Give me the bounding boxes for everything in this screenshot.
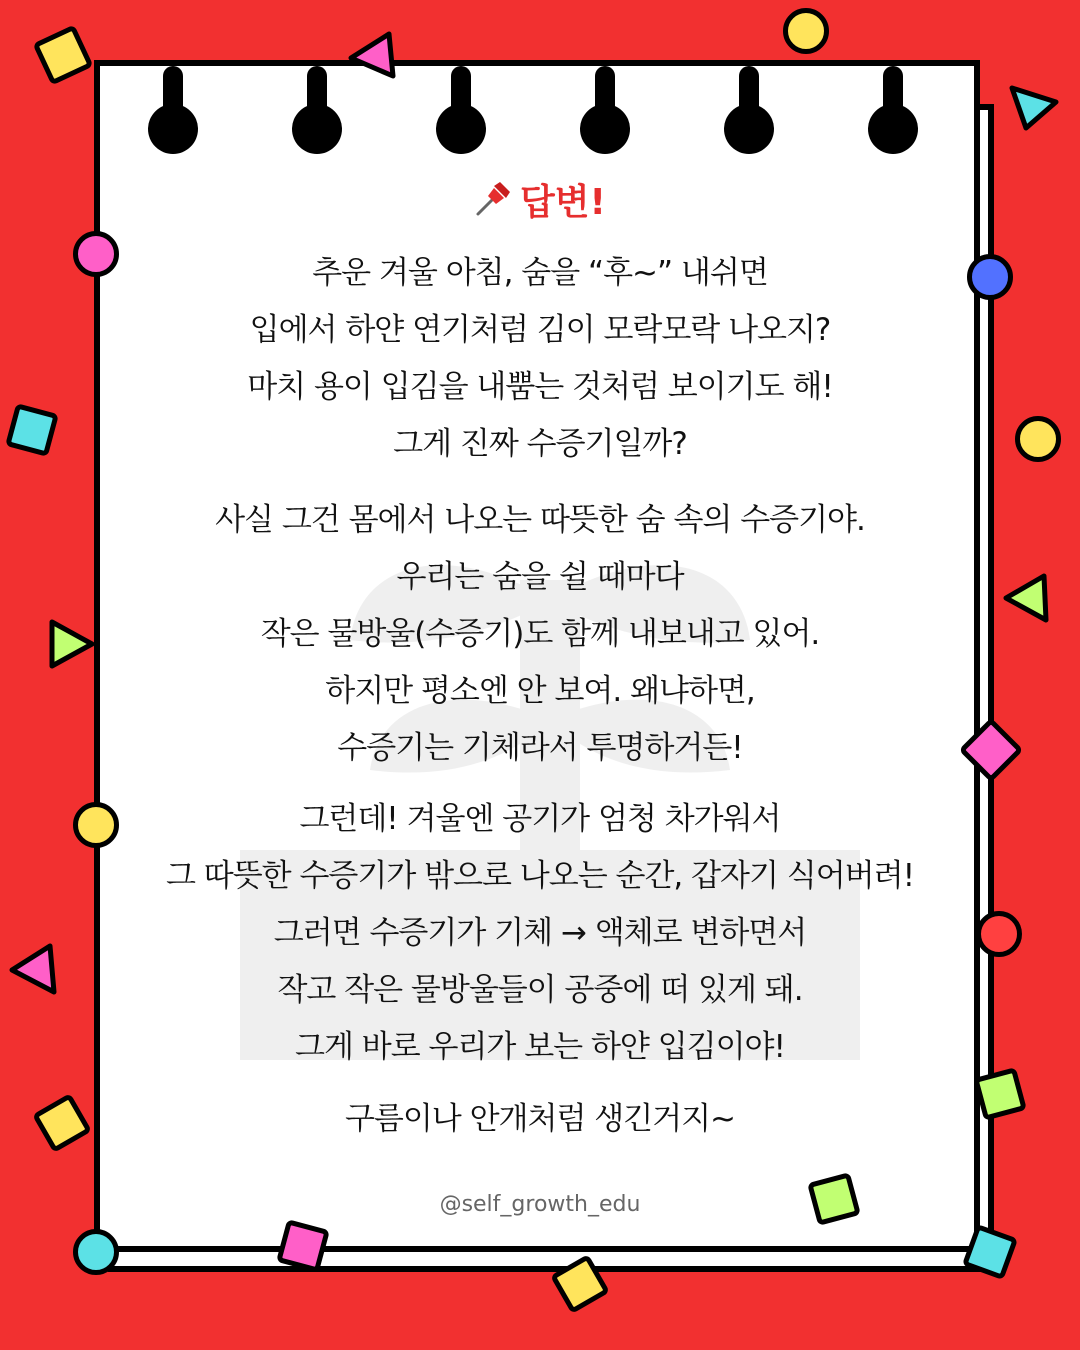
text-line: 추운 겨울 아침, 숨을 “후~” 내쉬면 [312, 255, 768, 291]
pushpin-icon [474, 178, 514, 227]
confetti-square-yellow [32, 1093, 92, 1153]
confetti-circle-yellow [73, 802, 119, 848]
binder-ring [724, 66, 774, 156]
text-line: 우리는 숨을 쉴 때마다 [396, 559, 684, 595]
binder-ring [868, 66, 918, 156]
confetti-circle-yellow [1015, 416, 1061, 462]
paragraph-3 [120, 791, 960, 1076]
confetti-circle-blue [967, 254, 1013, 300]
confetti-circle-cyan [73, 1229, 119, 1275]
text-line: 그게 바로 우리가 보는 하얀 입김이야! [295, 1029, 785, 1065]
confetti-triangle-pink [6, 940, 62, 1000]
confetti-triangle-lime [1000, 570, 1056, 626]
paragraph-2 [120, 492, 960, 777]
title-text: 답변! [520, 182, 606, 223]
text-line: 작고 작은 물방울들이 공중에 떠 있게 돼. [277, 972, 803, 1008]
confetti-triangle-cyan [1006, 80, 1062, 136]
confetti-square-cyan [5, 403, 59, 457]
binder-ring [292, 66, 342, 156]
paragraph-4 [120, 1091, 960, 1148]
binder-ring [580, 66, 630, 156]
text-line: 그런데! 겨울엔 공기가 엄청 차가워서 [299, 801, 781, 837]
confetti-square-yellow [32, 24, 93, 85]
text-line: 사실 그건 몸에서 나오는 따뜻한 숨 속의 수증기야. [215, 502, 865, 538]
confetti-circle-yellow [783, 8, 829, 54]
author-handle: @self_growth_edu [439, 1192, 641, 1217]
text-line: 입에서 하얀 연기처럼 김이 모락모락 나오지? [249, 312, 831, 348]
binder-ring [436, 66, 486, 156]
text-line: 마치 용이 입김을 내뿜는 것처럼 보이기도 해! [247, 369, 833, 405]
paragraph-1 [120, 245, 960, 473]
answer-title [0, 174, 1080, 227]
binder-ring [148, 66, 198, 156]
text-line: 그러면 수증기가 기체 → 액체로 변하면서 [273, 915, 807, 951]
text-line: 수증기는 기체라서 투명하거든! [337, 730, 743, 766]
confetti-circle-pink [73, 231, 119, 277]
text-line: 하지만 평소엔 안 보여. 왜냐하면, [325, 673, 755, 709]
text-line: 구름이나 안개처럼 생긴거지~ [344, 1101, 736, 1137]
text-line: 그 따뜻한 수증기가 밖으로 나오는 순간, 갑자기 식어버려! [165, 858, 914, 894]
confetti-circle-red [976, 911, 1022, 957]
text-line: 그게 진짜 수증기일까? [393, 426, 687, 462]
confetti-triangle-lime [44, 616, 100, 672]
text-line: 작은 물방울(수증기)도 함께 내보내고 있어. [260, 616, 820, 652]
confetti-triangle-pink [345, 28, 401, 84]
